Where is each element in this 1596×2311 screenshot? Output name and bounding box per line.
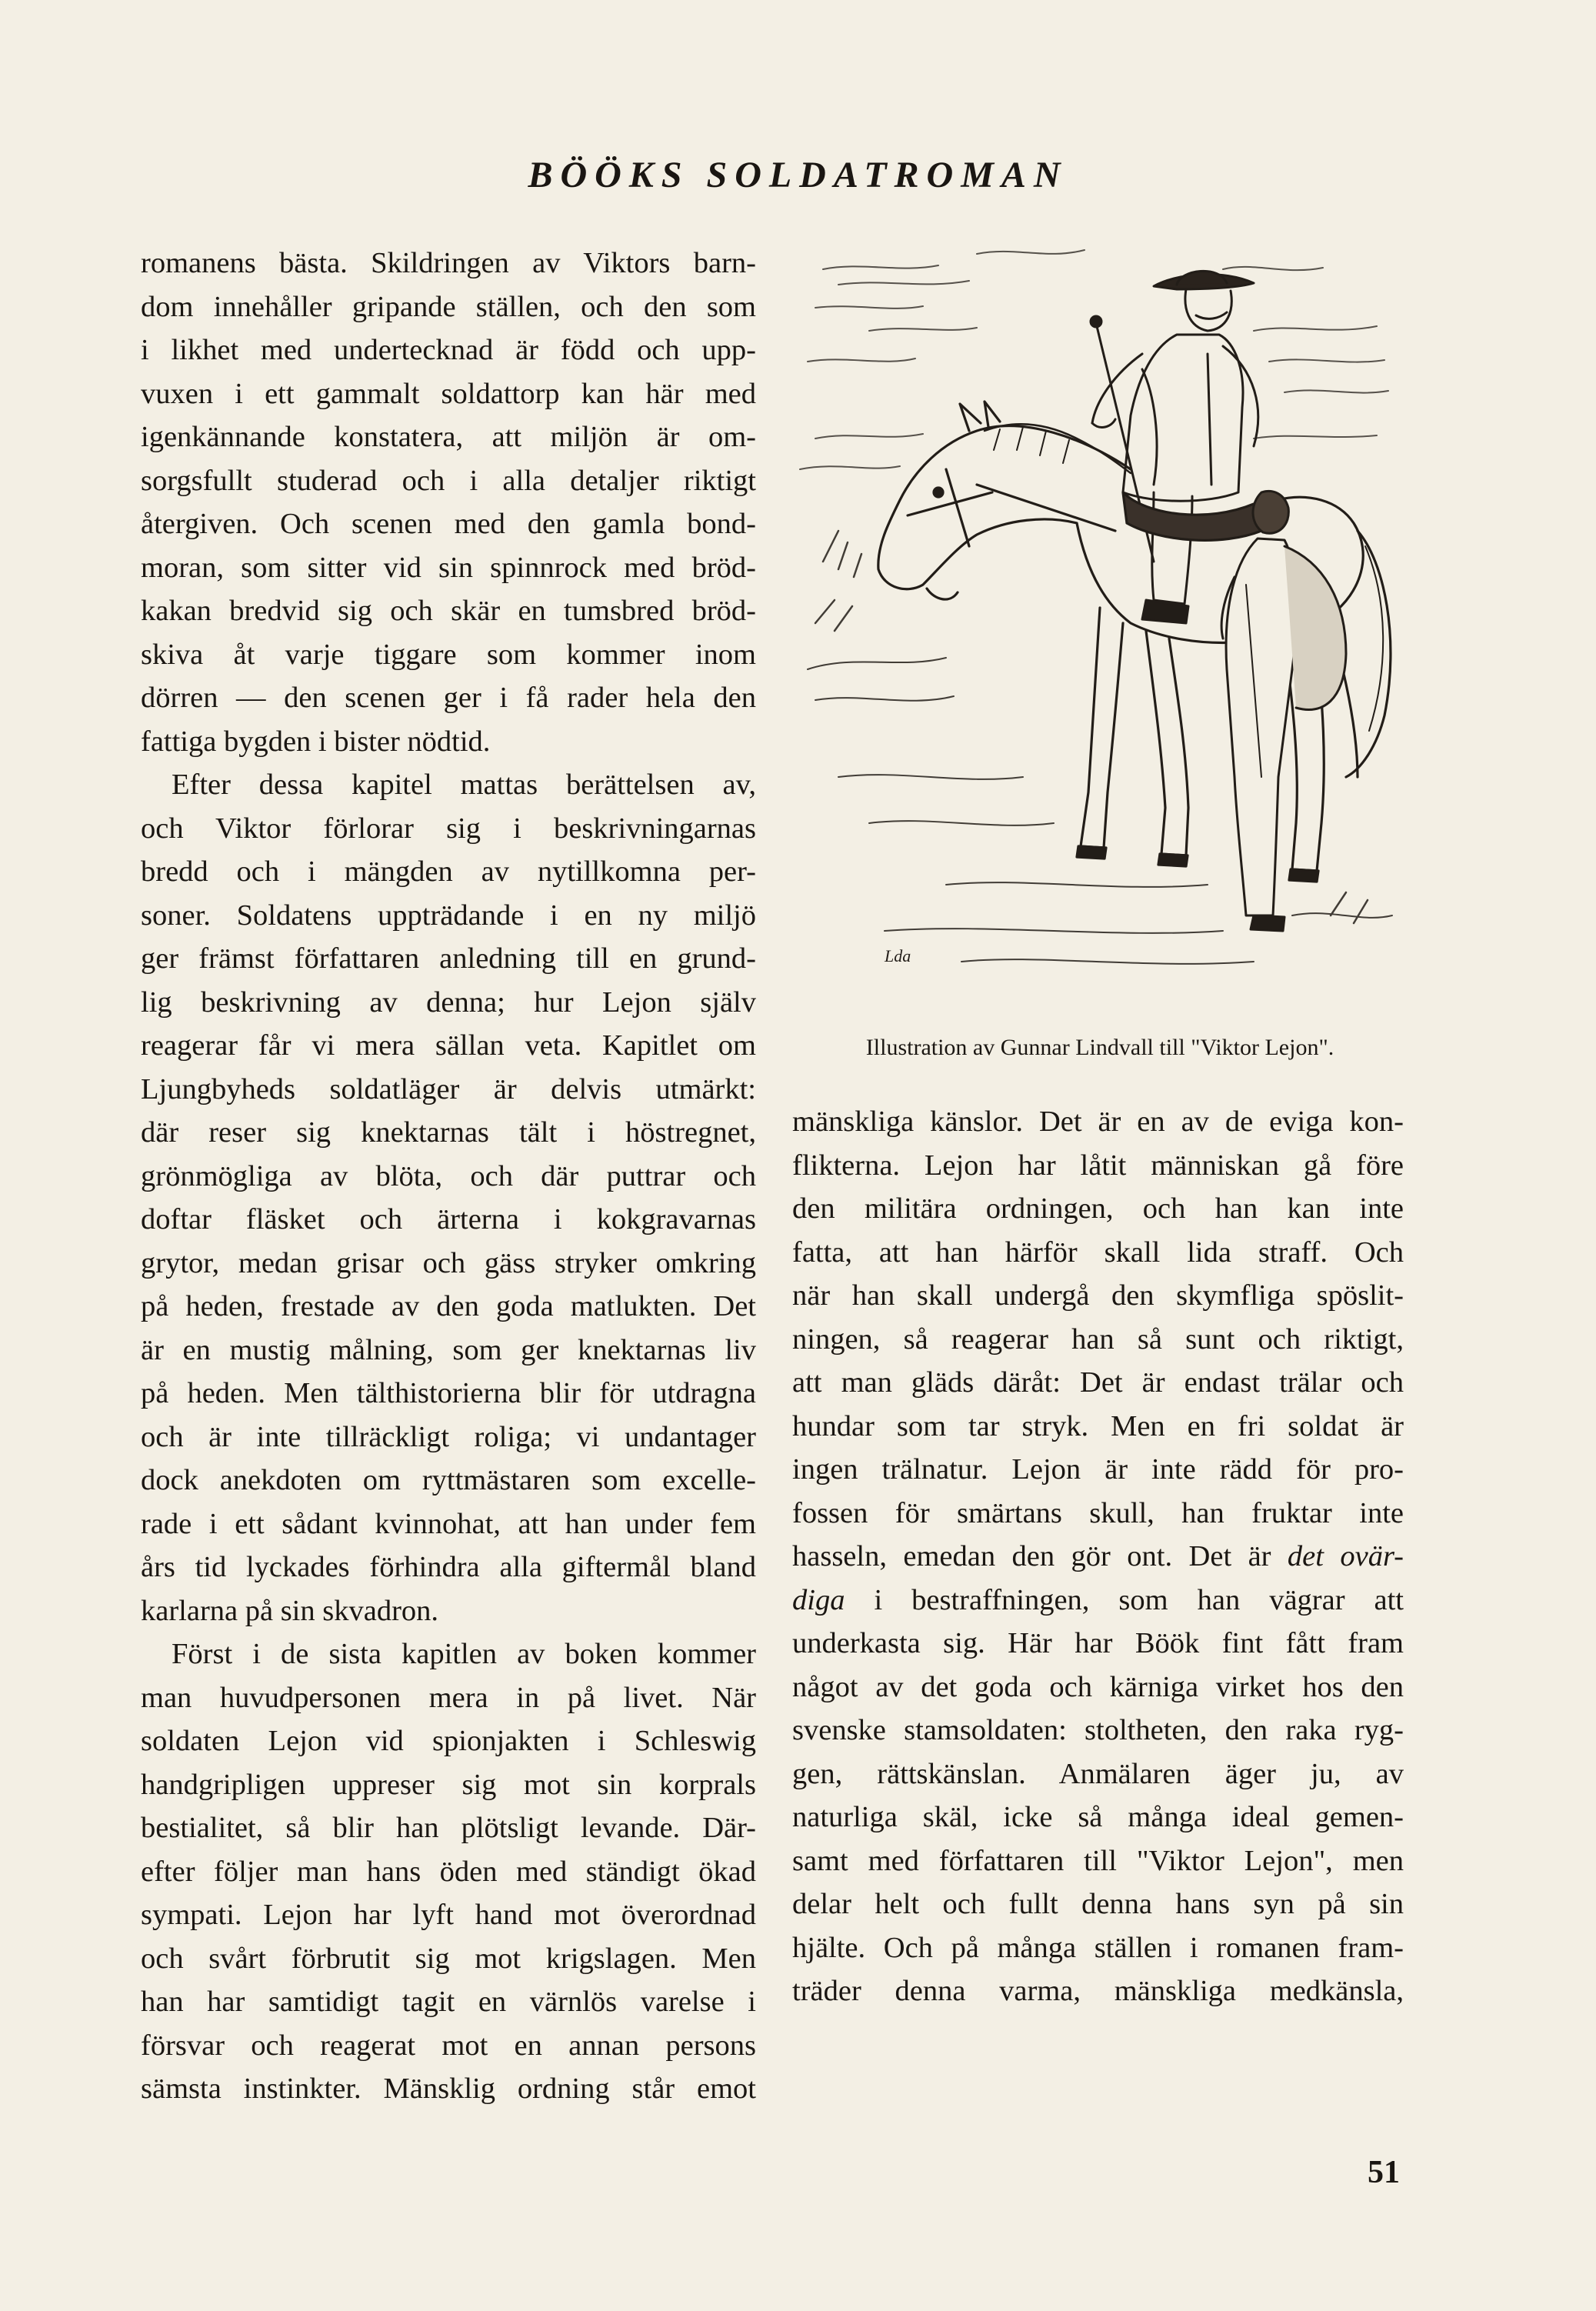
text-line: flikterna. Lejon har låtit människan gå före (792, 1149, 1404, 1182)
illustration-horseman (792, 238, 1408, 1023)
text-line-with-emphasis (792, 1535, 1404, 1579)
text-line: sorgsfullt studerad och i alla detaljer riktigt (141, 464, 756, 497)
text-line: på heden. Men tälthistorierna blir för utdragna (141, 1377, 756, 1409)
text-line: dom innehåller gripande ställen, och den som (141, 290, 756, 323)
running-header: BÖÖKS SOLDATROMAN (528, 155, 1068, 195)
text-line: man huvudpersonen mera in på livet. När (141, 1681, 756, 1714)
text-line: moran, som sitter vid sin spinnrock med bröd- (141, 551, 756, 584)
text-line: ningen, så reagerar han så sunt och riktigt, (792, 1322, 1404, 1356)
text-line: rade i ett sådant kvinnohat, att han under fem (141, 1507, 756, 1540)
right-column (792, 1100, 1404, 2013)
text-line: kakan bredvid sig och skär en tumsbred bröd- (141, 595, 756, 627)
text-line: grytor, medan grisar och gäss stryker omkring (141, 1246, 756, 1279)
text-line: Ljungbyheds soldatläger är delvis utmärkt: (141, 1072, 756, 1105)
text-line-with-emphasis (792, 1579, 1404, 1622)
illustration-caption: Illustration av Gunnar Lindvall till "Viktor Lejon". (865, 1035, 1334, 1060)
text-line: träder denna varma, mänskliga medkänsla, (792, 1975, 1404, 2007)
text-line: och är inte tillräckligt roliga; vi undantager (141, 1420, 756, 1453)
text-line: dörren — den scenen ger i få rader hela den (141, 682, 756, 714)
text-line: mänskliga känslor. Det är en av de eviga kon- (792, 1105, 1404, 1138)
text-line: försvar och reagerat mot en annan persons (141, 2029, 756, 2062)
text-line: och Viktor förlorar sig i beskrivningarnas (141, 812, 756, 845)
text-line: ingen trälnatur. Lejon är inte rädd för pro- (792, 1453, 1404, 1486)
text-line: och svårt förbrutit sig mot krigslagen. Men (141, 1942, 756, 1975)
text-line: återgiven. Och scenen med den gamla bond- (141, 508, 756, 540)
illustration-signature: Lda (885, 946, 911, 965)
text-line: reagerar får vi mera sällan veta. Kapitlet om (141, 1029, 756, 1062)
text-line: vuxen i ett gammalt soldattorp kan här med (141, 377, 756, 410)
text-line: lig beskrivning av denna; hur Lejon själv (141, 985, 756, 1019)
text-line: den militära ordningen, och han kan inte (792, 1192, 1404, 1225)
text-line: års tid lyckades förhindra alla giftermål bland (141, 1551, 756, 1583)
emphasis-text: det ovär- (1287, 1540, 1404, 1572)
text-line: hjälte. Och på många ställen i romanen fram- (792, 1931, 1404, 1964)
text-line: bestialitet, så blir han plötsligt levande. Där- (141, 1812, 756, 1844)
text-line: bredd och i mängden av nytillkomna per- (141, 855, 756, 888)
text-line: något av det goda och kärniga virket hos den (792, 1670, 1404, 1703)
text-line: svenske stamsoldaten: stoltheten, den raka ryg- (792, 1714, 1404, 1746)
text-line: ger främst författaren anledning till en grund- (141, 942, 756, 975)
text-line: doftar fläsket och ärterna i kokgravarnas (141, 1203, 756, 1236)
text-line: där reser sig knektarnas tält i höstregnet, (141, 1116, 756, 1149)
emphasis-text: diga (792, 1583, 845, 1616)
text-line: karlarna på sin skvadron. (141, 1594, 439, 1627)
text-line: naturliga skäl, icke så många ideal gemen- (792, 1801, 1404, 1833)
text-line: romanens bästa. Skildringen av Viktors barn- (141, 247, 756, 279)
text-line: soldaten Lejon vid spionjakten i Schleswig (141, 1725, 756, 1757)
text-line: att man gläds däråt: Det är endast trälar och (792, 1366, 1404, 1399)
text-line: gen, rättskänslan. Anmälaren äger ju, av (792, 1757, 1404, 1790)
left-column (141, 242, 756, 2111)
text-line: soner. Soldatens uppträdande i en ny miljö (141, 899, 756, 932)
text-line: igenkännande konstatera, att miljön är om- (141, 421, 756, 453)
text-line: Efter dessa kapitel mattas berättelsen av, (172, 769, 756, 801)
text-line: delar helt och fullt denna hans syn på sin (792, 1888, 1404, 1920)
text-segment: i bestraffningen, som han vägrar att (845, 1583, 1404, 1616)
text-line: fattiga bygden i bister nödtid. (141, 725, 491, 758)
text-segment: hasseln, emedan den gör ont. Det är (792, 1540, 1288, 1572)
text-line: fossen för smärtans skull, han fruktar inte (792, 1496, 1404, 1529)
text-line: på heden, frestade av den goda matlukten. Det (141, 1290, 756, 1322)
text-line: hundar som tar stryk. Men en fri soldat är (792, 1409, 1404, 1442)
text-line: när han skall undergå den skymfliga spöslit- (792, 1279, 1404, 1312)
text-line: grönmögliga av blöta, och där puttrar och (141, 1159, 756, 1192)
text-line: han har samtidigt tagit en värnlös varelse i (141, 1986, 756, 2018)
text-line: är en mustig målning, som ger knektarnas liv (141, 1333, 756, 1366)
text-line: efter följer man hans öden med ständigt ökad (141, 1855, 756, 1888)
text-line: i likhet med undertecknad är född och upp- (141, 334, 756, 366)
text-line: handgripligen uppreser sig mot sin korprals (141, 1768, 756, 1801)
text-line: sympati. Lejon har lyft hand mot överordnad (141, 1899, 756, 1931)
page-number: 51 (1368, 2155, 1400, 2190)
text-line: underkasta sig. Här har Böök fint fått fram (792, 1627, 1404, 1659)
text-line: Först i de sista kapitlen av boken kommer (172, 1638, 756, 1670)
text-line: samt med författaren till "Viktor Lejon", men (792, 1844, 1404, 1877)
text-line: sämsta instinkter. Mänsklig ordning står emot (141, 2073, 756, 2105)
text-line: skiva åt varje tiggare som kommer inom (141, 638, 756, 671)
text-line: dock anekdoten om ryttmästaren som excelle- (141, 1464, 756, 1496)
text-line: fatta, att han härför skall lida straff. Och (792, 1236, 1404, 1269)
